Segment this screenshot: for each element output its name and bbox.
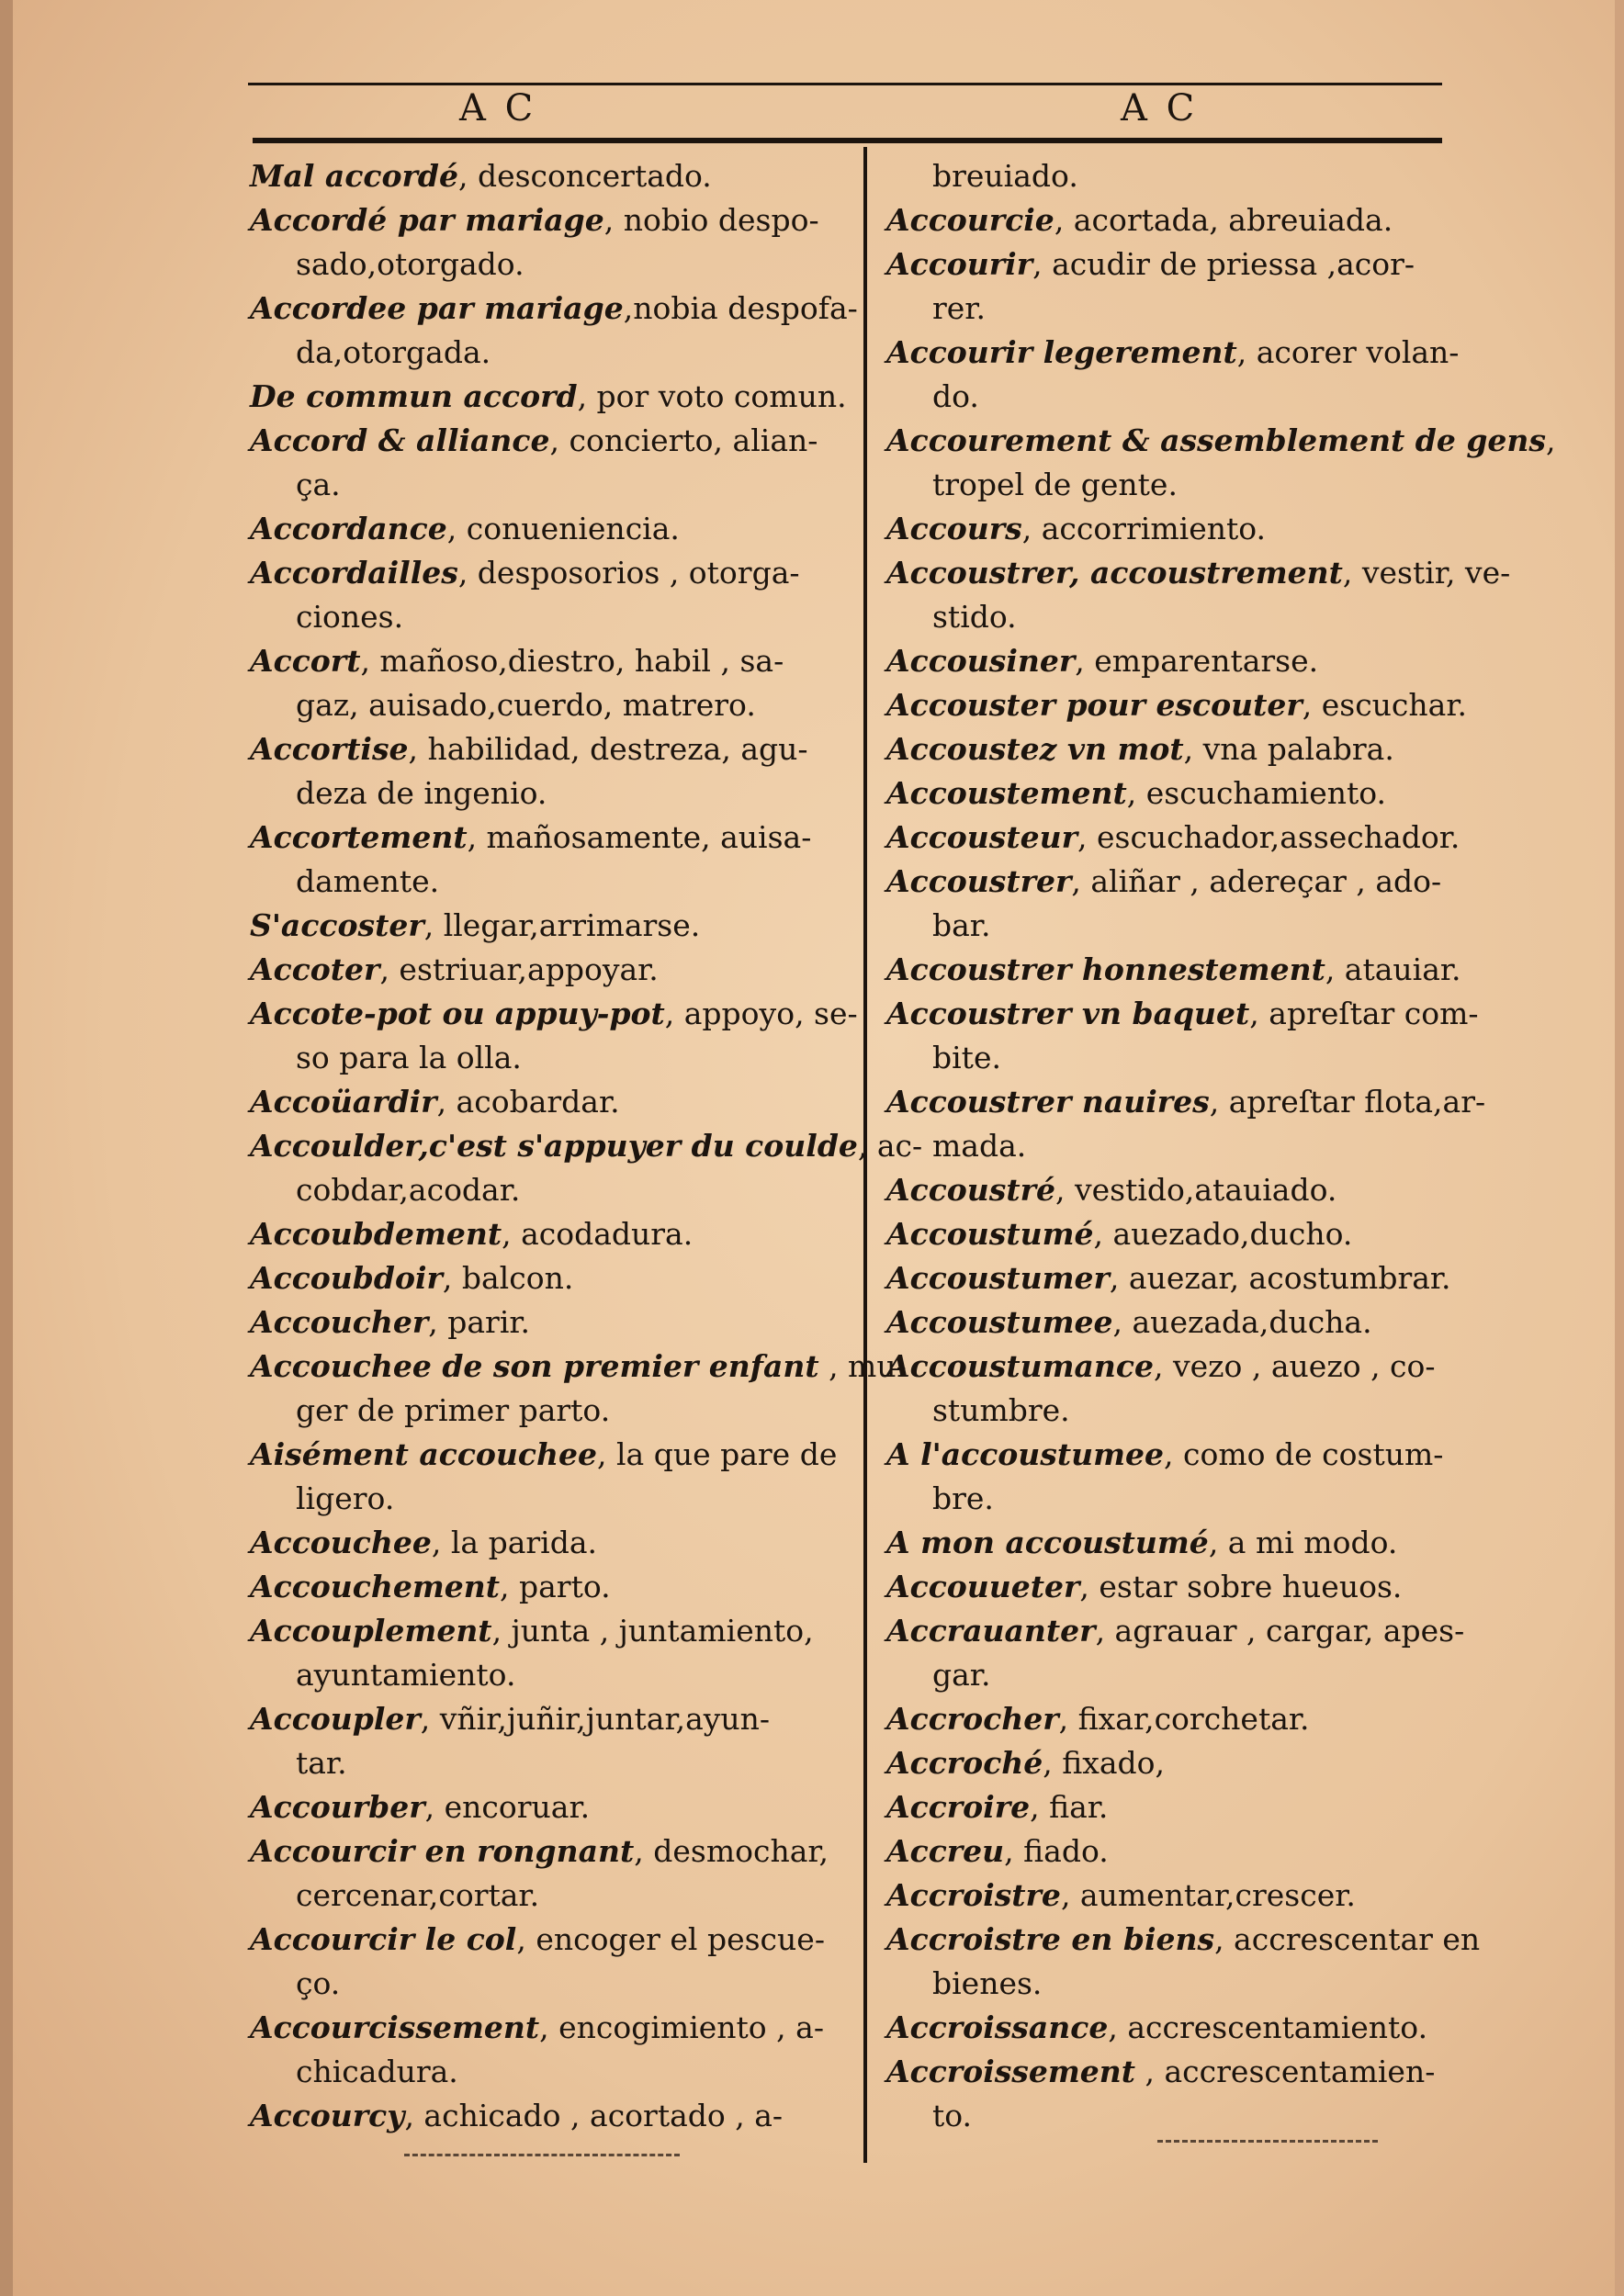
entry-headword: Accote-pot ou appuy-pot	[250, 996, 665, 1031]
dictionary-line	[250, 1741, 829, 1785]
dictionary-line	[250, 992, 858, 1036]
entry-definition: , estriuar,appoyar.	[379, 951, 659, 987]
dictionary-line	[886, 771, 1447, 816]
entry-definition: , mañosamente, auisa-	[467, 819, 812, 855]
entry-headword: Accoucher	[250, 1304, 429, 1340]
entry-headword: Accouster pour escouter	[886, 687, 1303, 723]
entry-headword: Accourement & assemblement de gens	[886, 422, 1546, 458]
entry-definition: , junta , juntamiento,	[491, 1613, 814, 1649]
entry-headword: Accousteur	[886, 819, 1077, 855]
entry-definition: , apreſtar com-	[1249, 996, 1479, 1031]
entry-definition: ça.	[296, 467, 341, 502]
entry-definition: , fixado,	[1043, 1745, 1166, 1781]
dictionary-line	[250, 639, 829, 683]
dictionary-line	[886, 198, 1447, 242]
entry-definition: , aliñar , adereçar , ado-	[1071, 863, 1442, 899]
dictionary-line	[250, 1874, 829, 1918]
dictionary-line	[250, 2050, 829, 2094]
dictionary-line	[250, 507, 829, 551]
dictionary-line	[886, 551, 1511, 595]
entry-definition: , mañoso,diestro, habil , sa-	[360, 643, 784, 679]
entry-headword: Accoustrer vn baquet	[886, 996, 1250, 1031]
entry-definition: , habilidad, destreza, agu-	[408, 731, 808, 767]
entry-definition: , desconcertado.	[457, 158, 712, 194]
entry-definition: chicadura.	[296, 2054, 458, 2089]
dictionary-line	[250, 1785, 829, 1829]
entry-headword: A l'accoustumee	[886, 1436, 1165, 1472]
entry-definition: cercenar,cortar.	[296, 1877, 540, 1913]
entry-definition: bar.	[932, 907, 991, 943]
dictionary-line	[250, 2006, 829, 2050]
dictionary-line	[250, 948, 829, 992]
entry-definition: gar.	[932, 1657, 991, 1693]
dictionary-line	[886, 1609, 1465, 1653]
dictionary-line	[886, 727, 1447, 771]
entry-definition: , vestir, ve-	[1342, 555, 1511, 591]
entry-definition: , auezada,ducha.	[1112, 1304, 1372, 1340]
dictionary-line	[250, 1565, 829, 1609]
entry-headword: De commun accord	[250, 378, 578, 414]
entry-headword: Accord & alliance	[250, 422, 550, 458]
dictionary-line	[886, 1256, 1451, 1300]
entry-definition: ligero.	[296, 1480, 395, 1516]
entry-headword: Accroistre	[886, 1877, 1061, 1913]
dictionary-line	[250, 1697, 829, 1741]
dictionary-line	[886, 1433, 1447, 1477]
entry-definition: to.	[932, 2098, 973, 2133]
dictionary-line	[886, 507, 1447, 551]
dictionary-line	[250, 1036, 829, 1080]
entry-headword: Accoüardir	[250, 1084, 437, 1120]
dictionary-line	[886, 1741, 1447, 1785]
dictionary-line	[250, 2094, 829, 2138]
footer-ornament-left	[404, 2154, 680, 2159]
entry-headword: Accoustré	[886, 1172, 1055, 1208]
dictionary-line	[886, 1477, 1447, 1521]
dictionary-line	[250, 771, 829, 816]
entry-definition: , accrescentamiento.	[1108, 2009, 1428, 2045]
entry-definition: , parir.	[428, 1304, 531, 1340]
entry-definition: gaz, auisado,cuerdo, matrero.	[296, 687, 756, 723]
entry-headword: Accoubdoir	[250, 1260, 443, 1296]
dictionary-line	[250, 816, 829, 860]
entry-definition: cobdar,acodar.	[296, 1172, 521, 1208]
entry-definition: bite.	[932, 1040, 1001, 1075]
entry-definition: , acorer volan-	[1236, 334, 1460, 370]
entry-definition: , atauiar.	[1325, 951, 1461, 987]
entry-headword: Accourcie	[886, 202, 1054, 238]
entry-headword: A mon accoustumé	[886, 1525, 1209, 1560]
entry-definition: , ac-	[857, 1128, 923, 1164]
entry-definition: , accorrimiento.	[1021, 511, 1267, 546]
entry-definition: , acortada, abreuiada.	[1054, 202, 1393, 238]
footer-ornament-right	[1157, 2140, 1378, 2145]
entry-definition: , desposorios , otorga-	[457, 555, 800, 591]
dictionary-line	[886, 419, 1556, 463]
entry-definition: do.	[932, 378, 979, 414]
entry-headword: Accroché	[886, 1745, 1043, 1781]
dictionary-line	[886, 1300, 1447, 1345]
entry-definition: , como de costum-	[1164, 1436, 1444, 1472]
top-rule	[248, 83, 1442, 85]
entry-definition: bre.	[932, 1480, 994, 1516]
dictionary-line	[250, 1962, 829, 2006]
entry-headword: Accouueter	[886, 1569, 1080, 1604]
dictionary-line	[886, 1785, 1447, 1829]
entry-definition: , escuchador,assechador.	[1077, 819, 1460, 855]
entry-definition: ,	[1546, 422, 1556, 458]
entry-headword: Accouchee de son premier enfant	[250, 1348, 819, 1384]
page-edge-left	[0, 0, 13, 2296]
dictionary-line	[886, 1124, 1447, 1168]
entry-headword: Accroissance	[886, 2009, 1109, 2045]
entry-headword: Accours	[886, 511, 1022, 546]
dictionary-line	[886, 1874, 1447, 1918]
entry-definition: ayuntamiento.	[296, 1657, 516, 1693]
entry-headword: Accoter	[250, 951, 380, 987]
entry-headword: Accourir legerement	[886, 334, 1237, 370]
entry-definition: , accrescentamien-	[1135, 2054, 1436, 2089]
entry-definition: , achicado , acortado , a-	[404, 2098, 784, 2133]
entry-definition: , a mi modo.	[1208, 1525, 1398, 1560]
entry-headword: Accortise	[250, 731, 409, 767]
dictionary-line	[886, 331, 1460, 375]
entry-definition: , escuchar.	[1302, 687, 1467, 723]
entry-headword: Accordee par mariage	[250, 290, 624, 326]
dictionary-line	[886, 242, 1447, 287]
entry-definition: , fiar.	[1030, 1789, 1109, 1825]
entry-definition: , encogimiento , a-	[539, 2009, 824, 2045]
entry-definition: tropel de gente.	[932, 467, 1178, 502]
entry-definition: , por voto comun.	[577, 378, 847, 414]
entry-definition: ço.	[296, 1965, 341, 2001]
dictionary-line	[250, 1477, 829, 1521]
entry-definition: damente.	[296, 863, 440, 899]
entry-headword: Accousiner	[886, 643, 1076, 679]
dictionary-line	[250, 1433, 838, 1477]
entry-definition: deza de ingenio.	[296, 775, 547, 811]
entry-definition: , vestido,atauiado.	[1055, 1172, 1337, 1208]
entry-headword: Accoubdement	[250, 1216, 502, 1252]
entry-definition: , estar sobre hueuos.	[1079, 1569, 1403, 1604]
dictionary-line	[886, 2050, 1447, 2094]
dictionary-line	[886, 1829, 1447, 1874]
running-head-right: A C	[1121, 87, 1199, 129]
entry-headword: Accordé par mariage	[250, 202, 604, 238]
entry-headword: S'accoster	[250, 907, 424, 943]
entry-definition: , appoyo, se-	[664, 996, 858, 1031]
dictionary-line	[886, 1653, 1447, 1697]
entry-headword: Accort	[250, 643, 361, 679]
entry-definition: , vñir,juñir,juntar,ayun-	[420, 1701, 771, 1737]
dictionary-line	[250, 551, 829, 595]
entry-definition: , aumentar,crescer.	[1060, 1877, 1356, 1913]
dictionary-line	[886, 1962, 1447, 2006]
dictionary-line	[886, 2094, 1447, 2138]
dictionary-line	[886, 904, 1447, 948]
entry-headword: Accouchee	[250, 1525, 432, 1560]
dictionary-line	[886, 683, 1467, 727]
entry-headword: Aisément accouchee	[250, 1436, 598, 1472]
entry-definition: ger de primer parto.	[296, 1392, 611, 1428]
entry-definition: , balcon.	[442, 1260, 574, 1296]
dictionary-line	[250, 1918, 829, 1962]
dictionary-line	[886, 375, 1447, 419]
entry-definition: , fiado.	[1004, 1833, 1109, 1869]
entry-headword: Accroire	[886, 1789, 1031, 1825]
dictionary-line	[250, 1609, 829, 1653]
dictionary-line	[250, 463, 829, 507]
dictionary-line	[886, 1697, 1447, 1741]
entry-definition: , la que pare de	[597, 1436, 838, 1472]
dictionary-line	[250, 1168, 829, 1212]
running-head-left: A C	[459, 87, 537, 129]
entry-definition: sado,otorgado.	[296, 246, 524, 282]
entry-definition: tar.	[296, 1745, 347, 1781]
dictionary-line	[250, 154, 829, 198]
dictionary-line	[886, 1565, 1447, 1609]
entry-definition: , parto.	[500, 1569, 611, 1604]
dictionary-line	[250, 375, 847, 419]
entry-definition: , agrauar , cargar, apes-	[1095, 1613, 1465, 1649]
entry-definition: , encoger el pescue-	[516, 1921, 825, 1957]
entry-headword: Accoustrer nauires	[886, 1084, 1210, 1120]
entry-headword: Accourcir le col	[250, 1921, 517, 1957]
dictionary-line	[886, 595, 1447, 639]
entry-headword: Accoustrer	[886, 863, 1072, 899]
entry-headword: Accourcir en rongnant	[250, 1833, 635, 1869]
entry-definition: , la parida.	[431, 1525, 597, 1560]
dictionary-line	[250, 904, 829, 948]
dictionary-line	[886, 992, 1479, 1036]
entry-definition: ,nobia despofa-	[623, 290, 858, 326]
dictionary-line	[886, 2006, 1447, 2050]
dictionary-line	[886, 1212, 1447, 1256]
right-column	[886, 154, 1556, 2138]
entry-definition: , mu-	[818, 1348, 907, 1384]
dictionary-line	[250, 242, 829, 287]
entry-definition: da,otorgada.	[296, 334, 491, 370]
dictionary-line	[250, 1212, 829, 1256]
dictionary-line	[250, 860, 829, 904]
entry-headword: Accoustumé	[886, 1216, 1094, 1252]
dictionary-line	[886, 639, 1447, 683]
header-rule	[253, 138, 1442, 143]
dictionary-line	[250, 1124, 923, 1168]
entry-definition: , accrescentar en	[1214, 1921, 1481, 1957]
entry-headword: Accreu	[886, 1833, 1005, 1869]
dictionary-line	[886, 1036, 1447, 1080]
dictionary-line	[250, 595, 829, 639]
entry-headword: Accordance	[250, 511, 447, 546]
dictionary-line	[886, 948, 1461, 992]
entry-definition: mada.	[932, 1128, 1027, 1164]
entry-definition: , acodadura.	[502, 1216, 694, 1252]
dictionary-line	[250, 1300, 829, 1345]
entry-headword: Accordailles	[250, 555, 458, 591]
entry-definition: , nobio despo-	[603, 202, 819, 238]
entry-definition: ciones.	[296, 599, 404, 635]
dictionary-line	[886, 816, 1460, 860]
dictionary-line	[250, 727, 829, 771]
dictionary-line	[886, 154, 1447, 198]
dictionary-line	[886, 860, 1447, 904]
entry-headword: Accoulder,c'est s'appuyer du coulde	[250, 1128, 858, 1164]
entry-definition: , desmochar,	[634, 1833, 829, 1869]
entry-headword: Accoustumee	[886, 1304, 1113, 1340]
dictionary-line	[886, 1080, 1486, 1124]
dictionary-line	[250, 1653, 829, 1697]
entry-headword: Mal accordé	[250, 158, 458, 194]
entry-definition: so para la olla.	[296, 1040, 522, 1075]
entry-headword: Accroistre en biens	[886, 1921, 1215, 1957]
dictionary-line	[886, 287, 1447, 331]
dictionary-line	[250, 683, 829, 727]
entry-headword: Accoustrer, accoustrement	[886, 555, 1343, 591]
dictionary-line	[886, 463, 1447, 507]
entry-headword: Accourir	[886, 246, 1033, 282]
entry-definition: , escuchamiento.	[1126, 775, 1387, 811]
entry-definition: , emparentarse.	[1075, 643, 1319, 679]
entry-definition: , fixar,corchetar.	[1058, 1701, 1310, 1737]
entry-definition: , vezo , auezo , co-	[1154, 1348, 1436, 1384]
entry-definition: , acudir de priessa ,acor-	[1032, 246, 1415, 282]
entry-headword: Accrauanter	[886, 1613, 1096, 1649]
entry-headword: Accoustez vn mot	[886, 731, 1184, 767]
dictionary-line	[250, 287, 858, 331]
entry-headword: Accoustumance	[886, 1348, 1154, 1384]
entry-headword: Accroissement	[886, 2054, 1136, 2089]
page-edge-right	[1615, 0, 1624, 2296]
dictionary-line	[886, 1918, 1481, 1962]
entry-headword: Accourber	[250, 1789, 425, 1825]
entry-definition: stido.	[932, 599, 1017, 635]
entry-definition: , vna palabra.	[1183, 731, 1394, 767]
dictionary-line	[250, 198, 829, 242]
entry-headword: Accourcy	[250, 2098, 405, 2133]
dictionary-line	[886, 1521, 1447, 1565]
entry-headword: Accortement	[250, 819, 468, 855]
dictionary-line	[250, 331, 829, 375]
dictionary-line	[250, 419, 829, 463]
entry-headword: Accourcissement	[250, 2009, 540, 2045]
dictionary-line	[250, 1080, 829, 1124]
dictionary-line	[250, 1256, 829, 1300]
entry-headword: Accouplement	[250, 1613, 492, 1649]
entry-headword: Accoustrer honnestement	[886, 951, 1325, 987]
entry-definition: , encoruar.	[424, 1789, 591, 1825]
dictionary-line	[250, 1389, 829, 1433]
dictionary-line	[886, 1168, 1447, 1212]
entry-headword: Accrocher	[886, 1701, 1059, 1737]
entry-definition: , auezado,ducho.	[1093, 1216, 1353, 1252]
dictionary-line	[886, 1345, 1447, 1389]
entry-definition: rer.	[932, 290, 986, 326]
entry-headword: Accouchement	[250, 1569, 501, 1604]
entry-definition: , apreſtar flota,ar-	[1209, 1084, 1486, 1120]
entry-definition: , concierto, alian-	[549, 422, 818, 458]
entry-headword: Accoupler	[250, 1701, 421, 1737]
entry-definition: , acobardar.	[436, 1084, 620, 1120]
entry-definition: breuiado.	[932, 158, 1078, 194]
entry-definition: bienes.	[932, 1965, 1043, 2001]
dictionary-line	[250, 1345, 907, 1389]
dictionary-line	[250, 1829, 829, 1874]
entry-headword: Accoustement	[886, 775, 1127, 811]
dictionary-line	[250, 1521, 829, 1565]
entry-definition: , conueniencia.	[446, 511, 680, 546]
entry-definition: stumbre.	[932, 1392, 1070, 1428]
entry-definition: , llegar,arrimarse.	[423, 907, 701, 943]
entry-definition: , auezar, acostumbrar.	[1109, 1260, 1451, 1296]
entry-headword: Accoustumer	[886, 1260, 1110, 1296]
dictionary-line	[886, 1389, 1447, 1433]
left-column	[250, 154, 923, 2138]
